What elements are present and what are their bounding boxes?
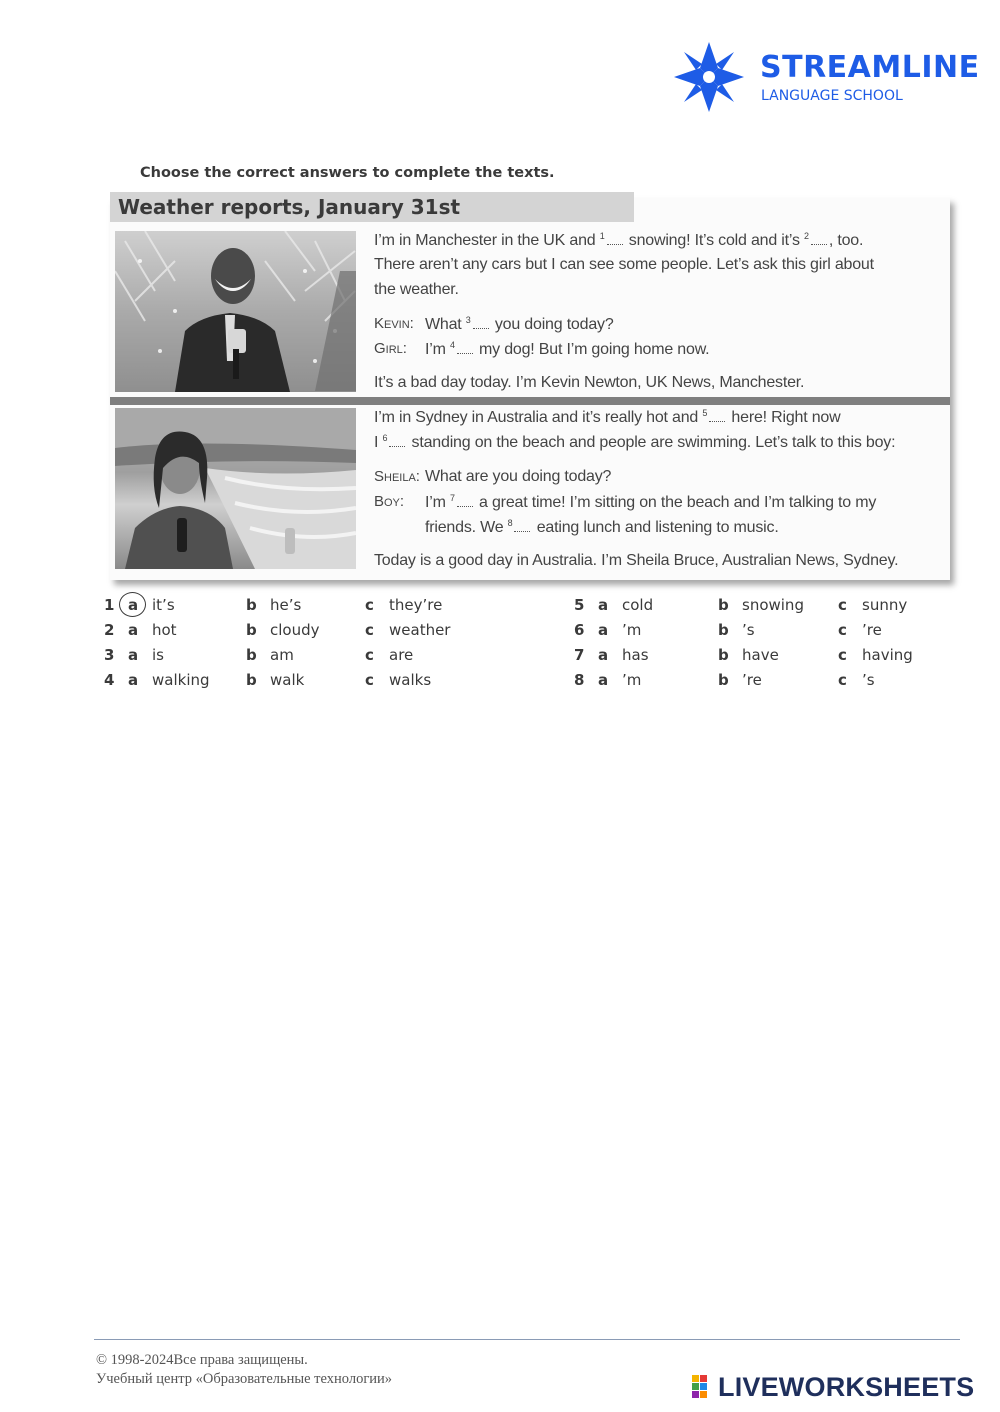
question-number: 8 [574,671,585,689]
footer-copyright: © 1998-2024Все права защищены. [96,1352,308,1368]
option-letter-b: b [718,596,729,614]
gap-number: 5 [702,408,708,418]
gap-number: 7 [449,493,455,503]
option-4b[interactable]: walk [270,671,305,689]
boy-line1 [425,493,876,512]
box-title: Weather reports, January 31st [118,195,461,219]
option-6c[interactable]: ’re [862,621,882,639]
option-letter-a: a [598,596,609,614]
gap-number: 1 [599,231,605,241]
speaker-girl: Girl: [374,340,407,357]
report1-line1 [374,231,863,250]
liveworksheets-icon [692,1375,716,1401]
question-number: 3 [104,646,115,664]
text-segment: I [374,434,383,451]
option-2c[interactable]: weather [389,621,451,639]
option-1c[interactable]: they’re [389,596,443,614]
option-6a[interactable]: ’m [622,621,642,639]
text-segment: standing on the beach and people are swimming. Let’s talk to this boy: [407,434,896,451]
answer-gap-6[interactable] [389,437,405,447]
instruction: Choose the correct answers to complete the texts. [140,165,555,181]
report2-line2 [374,433,895,452]
text-segment: you doing today? [490,316,614,333]
option-letter-a: a [598,646,609,664]
logo-subtitle: LANGUAGE SCHOOL [761,88,903,104]
option-letter-a: a [128,646,139,664]
option-letter-c: c [838,671,847,689]
girl-line [425,340,709,359]
streamline-logo [672,40,980,115]
option-3c[interactable]: are [389,646,414,664]
text-segment: snowing! It’s cold and it’s [624,232,805,249]
answer-gap-3[interactable] [473,319,489,329]
logo-name: STREAMLINE [760,50,980,85]
answer-gap-8[interactable] [514,522,530,532]
option-letter-a: a [598,671,609,689]
option-letter-c: c [838,596,847,614]
answer-gap-5[interactable] [709,412,725,422]
option-letter-b: b [718,646,729,664]
footer-center: Учебный центр «Образовательные технологии» [96,1371,393,1387]
option-4a[interactable]: walking [152,671,210,689]
answer-gap-2[interactable] [811,235,827,245]
text-segment: a great time! I’m sitting on the beach and I’m talking to my [474,494,877,511]
option-letter-b: b [246,646,257,664]
option-2a[interactable]: hot [152,621,177,639]
reporter-beach-photo [115,408,356,569]
question-number: 1 [104,596,115,614]
speaker-boy: Boy: [374,493,405,510]
sheila-line: What are you doing today? [425,468,612,485]
text-segment: I’m in Manchester in the UK and [374,232,600,249]
option-1a[interactable]: it’s [152,596,175,614]
question-number: 5 [574,596,585,614]
text-segment: What [425,316,466,333]
gap-number: 8 [507,518,513,528]
answer-gap-1[interactable] [607,235,623,245]
option-5b[interactable]: snowing [742,596,804,614]
option-letter-c: c [365,646,374,664]
option-letter-c: c [838,646,847,664]
report1-line3: the weather. [374,281,459,298]
question-number: 6 [574,621,585,639]
option-letter-a: a [598,621,609,639]
option-3a[interactable]: is [152,646,164,664]
option-7a[interactable]: has [622,646,649,664]
report1-closing: It’s a bad day today. I’m Kevin Newton, UK News, Manchester. [374,374,805,391]
footer-divider [94,1339,960,1340]
option-letter-b: b [718,621,729,639]
option-letter-a: a [128,671,139,689]
gap-number: 2 [804,231,809,241]
option-letter-b: b [246,621,257,639]
text-segment: I’m [425,494,450,511]
text-segment: here! Right now [727,409,841,426]
text-segment: I’m [425,341,450,358]
text-segment: I’m in Sydney in Australia and it’s really hot and [374,409,703,426]
option-letter-b: b [246,596,257,614]
option-5c[interactable]: sunny [862,596,908,614]
question-number: 4 [104,671,115,689]
question-number: 2 [104,621,115,639]
streamline-star-icon [672,40,746,114]
option-letter-b: b [246,671,257,689]
option-letter-b: b [718,671,729,689]
answer-gap-4[interactable] [457,344,473,354]
option-3b[interactable]: am [270,646,294,664]
option-letter-c: c [365,671,374,689]
question-number: 7 [574,646,585,664]
kevin-line [425,315,614,334]
text-segment: my dog! But I’m going home now. [474,341,710,358]
option-2b[interactable]: cloudy [270,621,320,639]
answer-gap-7[interactable] [457,497,473,507]
boy-line2 [425,518,779,537]
option-letter-c: c [365,596,374,614]
speaker-sheila: Sheila: [374,468,420,485]
option-7b[interactable]: have [742,646,779,664]
option-letter-c: c [365,621,374,639]
gap-number: 4 [449,340,455,350]
option-letter-a: a [128,596,139,614]
gap-number: 6 [382,433,388,443]
option-8a[interactable]: ’m [622,671,642,689]
report1-line2: There aren’t any cars but I can see some people. Let’s ask this girl about [374,256,874,273]
liveworksheets-logo[interactable] [692,1372,992,1402]
report2-line1 [374,408,840,427]
option-8b[interactable]: ’re [742,671,762,689]
option-1b[interactable]: he’s [270,596,302,614]
text-segment: , too. [828,232,864,249]
option-6b[interactable]: ’s [742,621,755,639]
option-4c[interactable]: walks [389,671,432,689]
text-segment: eating lunch and listening to music. [532,519,779,536]
option-5a[interactable]: cold [622,596,654,614]
reporter-snow-photo [115,231,356,392]
report2-closing: Today is a good day in Australia. I’m Sheila Bruce, Australian News, Sydney. [374,552,899,569]
option-letter-c: c [838,621,847,639]
gap-number: 3 [465,315,471,325]
option-8c[interactable]: ’s [862,671,875,689]
option-7c[interactable]: having [862,646,913,664]
speaker-kevin: Kevin: [374,315,414,332]
box-title-bar [110,192,634,222]
text-segment: friends. We [425,519,508,536]
liveworksheets-brand: LIVEWORKSHEETS [718,1372,975,1402]
section-divider [110,397,950,405]
option-letter-a: a [128,621,139,639]
